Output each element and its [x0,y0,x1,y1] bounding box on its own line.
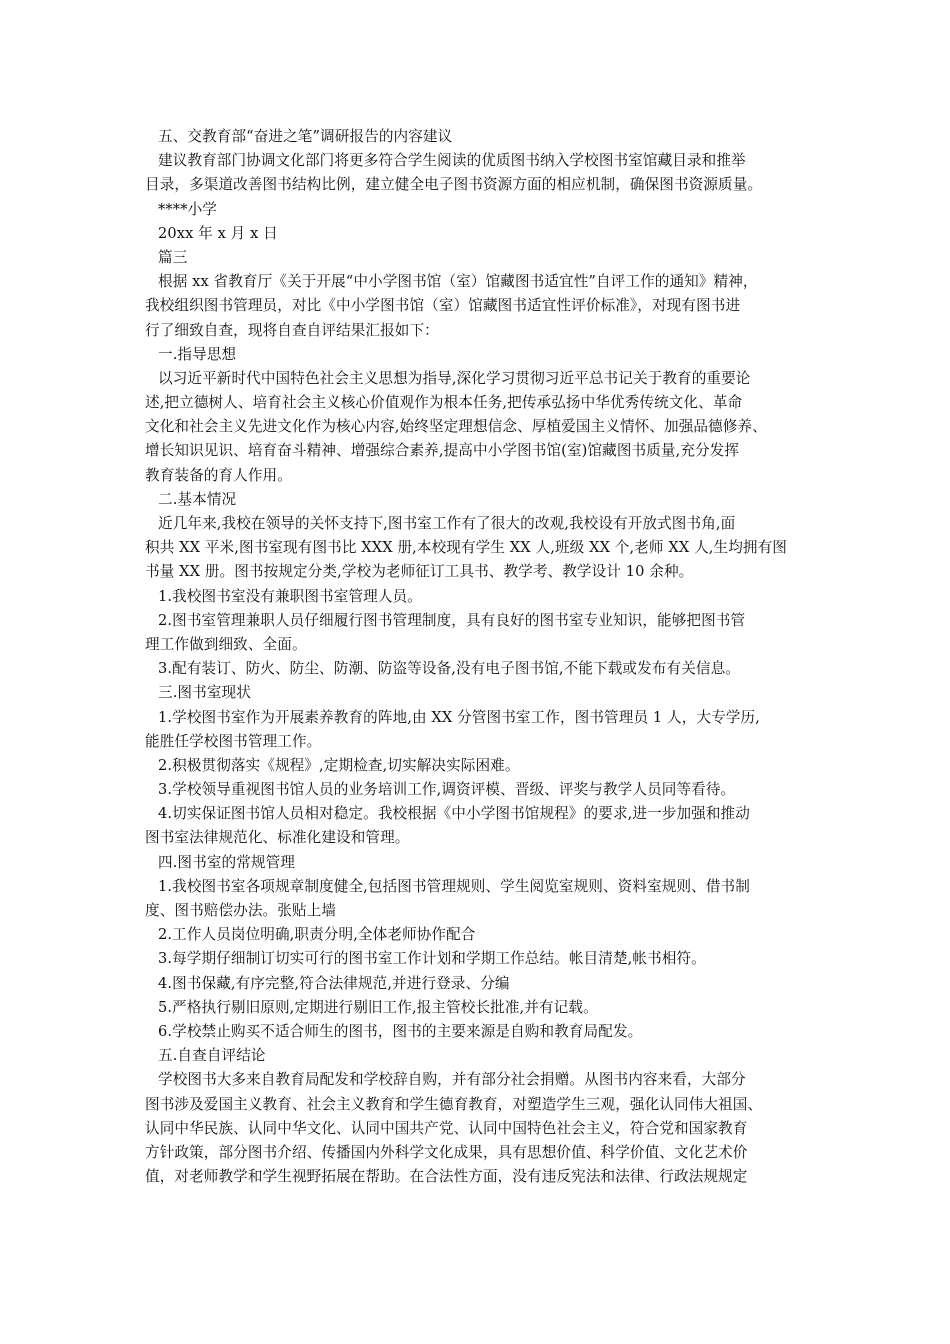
text-line: 三.图书室现状 [158,684,251,702]
text-line: 书量 XX 册。图书按规定分类,学校为老师征订工具书、教学考、教学设计 10 余种。 [145,563,694,581]
text-line: 方针政策，部分图书介绍、传播国内外科学文化成果，具有思想价值、科学价值、文化艺术价 [145,1143,748,1161]
text-line: 2.图书室管理兼职人员仔细履行图书管理制度，具有良好的图书室专业知识，能够把图书管 [158,611,746,629]
text-line: 增长知识见识、培育奋斗精神、增强综合素养,提高中小学图书馆(室)馆藏图书质量,充分发挥 [145,442,740,460]
document-body [145,125,805,1189]
text-line: 文化和社会主义先进文化作为核心内容,始终坚定理想信念、厚植爱国主义情怀、加强品德修养、 [145,418,767,436]
text-line: 四.图书室的常规管理 [158,853,295,871]
text-line: 教育装备的育人作用。 [145,466,292,484]
text-line: 图书涉及爱国主义教育、社会主义教育和学生德育教育，对塑造学生三观，强化认同伟大祖国、 [145,1095,763,1113]
text-line: 五、交教育部“奋进之笔”调研报告的内容建议 [158,128,453,145]
text-line: 五.自查自评结论 [158,1047,266,1065]
text-line: 篇三 [158,248,188,266]
text-line: 我校组织图书管理员，对比《中小学图书馆（室）馆藏图书适宜性评价标准》，对现有图书进 [145,297,741,315]
text-line: 2.积极贯彻落实《规程》,定期检查,切实解决实际困难。 [158,756,520,774]
text-line: 理工作做到细致、全面。 [145,635,307,653]
text-line: 行了细致自查，现将自查自评结果汇报如下： [145,321,439,339]
text-line: 4.切实保证图书馆人员相对稳定。我校根据《中小学图书馆规程》的要求,进一步加强和推动 [158,805,750,823]
text-line: 二.基本情况 [158,490,237,508]
text-line: 以习近平新时代中国特色社会主义思想为指导,深化学习贯彻习近平总书记关于教育的重要论 [158,369,751,387]
text-line: 一.指导思想 [158,345,237,363]
text-line: 根据 xx 省教育厅《关于开展“中小学图书馆（室）馆藏图书适宜性”自评工作的通知》精神， [158,273,758,291]
text-line: 认同中华民族、认同中华文化、认同中国共产党、认同中国特色社会主义，符合党和国家教育 [145,1119,748,1137]
text-line: 建议教育部门协调文化部门将更多符合学生阅读的优质图书纳入学校图书室馆藏目录和推举 [158,152,746,170]
text-line: 1.学校图书室作为开展素养教育的阵地,由 XX 分管图书室工作，图书管理员 1 人，大专学历, [158,708,760,726]
text-line: 1.我校图书室没有兼职图书室管理人员。 [158,587,422,605]
text-line: 近几年来,我校在领导的关怀支持下,图书室工作有了很大的改观,我校设有开放式图书角,面 [158,515,736,532]
text-line: ****小学 [158,200,217,218]
text-line: 能胜任学校图书管理工作。 [145,732,322,750]
text-line: 2.工作人员岗位明确,职责分明,全体老师协作配合 [158,926,476,944]
text-line: 目录，多渠道改善图书结构比例，建立健全电子图书资源方面的相应机制，确保图书资源质量。 [145,176,763,194]
text-line: 值，对老师教学和学生视野拓展在帮助。在合法性方面，没有违反宪法和法律、行政法规规定 [145,1168,748,1186]
text-line: 4.图书保藏,有序完整,符合法律规范,并进行登录、分编 [158,974,510,992]
text-line: 图书室法律规范化、标准化建设和管理。 [145,829,410,847]
text-line: 1.我校图书室各项规章制度健全,包括图书管理规则、学生阅览室规则、资料室规则、借书制 [158,877,750,895]
text-line: 积共 XX 平米,图书室现有图书比 XXX 册,本校现有学生 XX 人,班级 XX 个,老师 XX 人,生均拥有图 [145,539,787,557]
text-line: 述,把立德树人、培育社会主义核心价值观作为根本任务,把传承弘扬中华优秀传统文化、革命 [145,394,743,412]
text-line: 3.配有装订、防火、防尘、防潮、防盗等设备,没有电子图书馆,不能下载或发布有关信息。 [158,660,740,678]
text-line: 5.严格执行剔旧原则,定期进行剔旧工作,报主管校长批准,并有记载。 [158,998,598,1016]
text-line: 3.学校领导重视图书馆人员的业务培训工作,调资评模、晋级、评奖与教学人员同等看待。 [158,781,736,799]
text-line: 3.每学期仔细制订切实可行的图书室工作计划和学期工作总结。帐目清楚,帐书相符。 [158,950,706,968]
text-line: 度、图书赔偿办法。张贴上墙 [145,902,337,919]
text-line: 6.学校禁止购买不适合师生的图书，图书的主要来源是自购和教育局配发。 [158,1022,643,1040]
text-line: 20xx 年 x 月 x 日 [158,224,278,242]
text-line: 学校图书大多来自教育局配发和学校辞自购，并有部分社会捐赠。从图书内容来看，大部分 [158,1071,746,1089]
